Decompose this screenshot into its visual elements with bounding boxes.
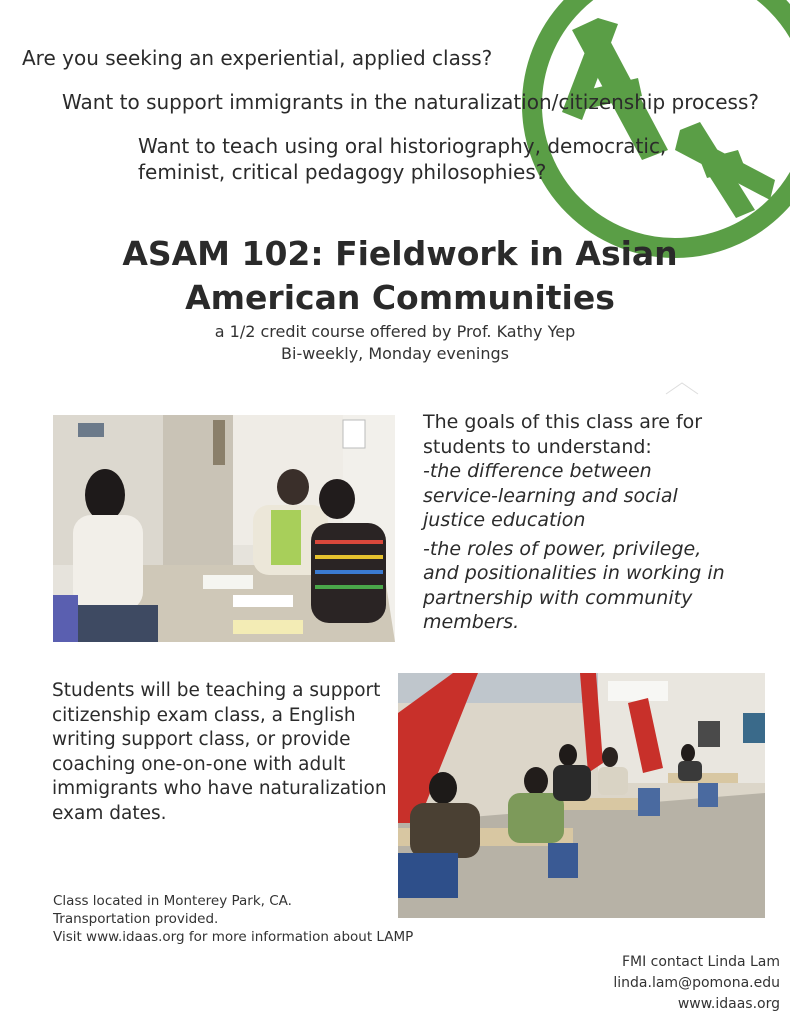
goal-2-line1: -the roles of power, privilege, — [423, 537, 702, 560]
contact-website[interactable]: www.idaas.org — [677, 996, 780, 1012]
aa-logo — [500, 0, 790, 260]
photo-tutoring-session — [53, 415, 395, 642]
goal-item-2 — [423, 537, 783, 635]
goal-2-line3: partnership with community — [423, 586, 693, 609]
goals-intro-line2: students to understand: — [423, 435, 652, 458]
course-title-line2: American Communities — [185, 278, 615, 317]
question-1: Are you seeking an experiential, applied class? — [22, 46, 493, 70]
visit-website-line: Visit www.idaas.org for more information about LAMP — [53, 929, 414, 945]
decorative-chevron-icon — [664, 380, 704, 396]
students-line1: Students will be teaching a support — [52, 680, 381, 701]
contact-name: FMI contact Linda Lam — [621, 954, 780, 970]
location-line: Class located in Monterey Park, CA. — [53, 893, 292, 909]
question-2: Want to support immigrants in the naturalization/citizenship process? — [62, 90, 759, 114]
goal-1-line3: justice education — [423, 509, 586, 531]
class-goals — [423, 410, 783, 635]
transportation-line: Transportation provided. — [53, 911, 219, 927]
course-title-line1: ASAM 102: Fieldwork in Asian — [122, 234, 678, 273]
students-line2: citizenship exam class, a English — [52, 704, 356, 726]
contact-email[interactable]: linda.lam@pomona.edu — [613, 975, 780, 991]
students-description — [52, 679, 392, 826]
goal-1-line2: service-learning and social — [423, 484, 678, 507]
students-line5: immigrants who have naturalization — [52, 778, 387, 799]
location-info — [53, 892, 413, 946]
goals-intro-line1: The goals of this class are for — [423, 411, 703, 433]
goal-1-line1: -the difference between — [423, 460, 652, 482]
contact-info — [613, 952, 780, 1015]
goal-item-1 — [423, 459, 783, 533]
photo-classroom — [398, 673, 765, 918]
course-schedule: Bi-weekly, Monday evenings — [281, 344, 509, 363]
goal-2-line2: and positionalities in working in — [423, 562, 725, 584]
goal-2-line4: members. — [423, 611, 520, 633]
course-subtitle-line1: a 1/2 credit course offered by Prof. Kathy Yep — [214, 322, 576, 341]
students-line3: writing support class, or provide — [52, 729, 351, 750]
question-3-line2: feminist, critical pedagogy philosophies? — [138, 160, 547, 184]
students-line4: coaching one-on-one with adult — [52, 753, 346, 775]
students-line6: exam dates. — [52, 802, 167, 824]
question-3-line1: Want to teach using oral historiography, democratic, — [138, 134, 667, 158]
